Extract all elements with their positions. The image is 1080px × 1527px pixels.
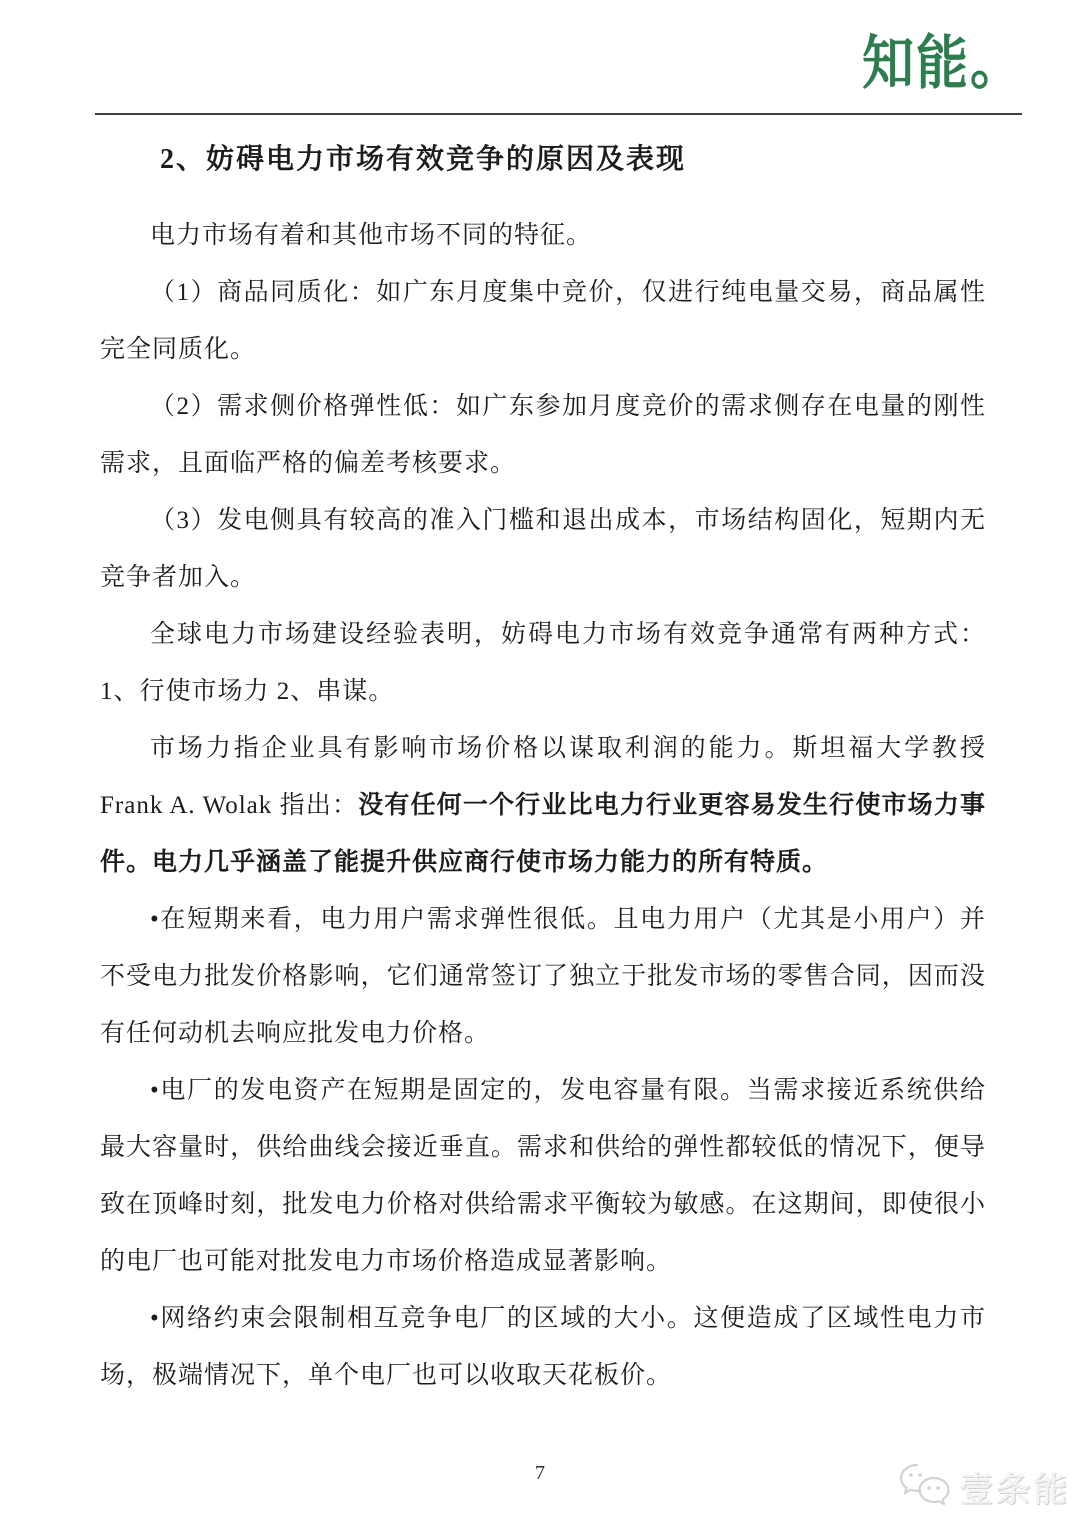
- document-body: [100, 207, 986, 1404]
- paragraph-point-1: （1）商品同质化：如广东月度集中竞价，仅进行纯电量交易，商品属性完全同质化。: [100, 279, 986, 363]
- paragraph-intro: 电力市场有着和其他市场不同的特征。: [150, 222, 593, 249]
- bullet-fixed-capacity: •电厂的发电资产在短期是固定的，发电容量有限。当需求接近系统供给最大容量时，供给曲线会接近垂直。需求和供给的弹性都较低的情况下，便导致在顶峰时刻，批发电力价格对供给需求平衡较为敏感。在这期间，即使很小的电厂也可能对批发电力市场价格造成显著影响。: [100, 1077, 986, 1275]
- brand-logo: 知能。: [861, 30, 1024, 98]
- quote-lead-text: 市场力指企业具有影响市场价格以谋取利润的能力。斯坦福大学教授Frank A. Wolak 指出：: [100, 735, 986, 819]
- bullet-network-constraints: •网络约束会限制相互竞争电厂的区域的大小。这便造成了区域性电力市场，极端情况下，单个电厂也可以收取天花板价。: [100, 1305, 986, 1389]
- paragraph-market-power-quote: [100, 720, 986, 891]
- watermark: [897, 1461, 1070, 1511]
- quote-bold-text: 没有任何一个行业比电力行业更容易发生行使市场力事件。电力几乎涵盖了能提升供应商行使市场力能力的所有特质。: [100, 792, 986, 876]
- paragraph-point-3: （3）发电侧具有较高的准入门槛和退出成本，市场结构固化，短期内无竞争者加入。: [100, 507, 986, 591]
- paragraph-point-2: （2）需求侧价格弹性低：如广东参加月度竞价的需求侧存在电量的刚性需求，且面临严格的偏差考核要求。: [100, 393, 986, 477]
- page-number: 7: [535, 1462, 545, 1484]
- wechat-icon: [897, 1461, 953, 1511]
- section-heading: 2、妨碍电力市场有效竞争的原因及表现: [160, 144, 687, 175]
- header-divider: [95, 113, 1022, 115]
- bullet-demand-elasticity: •在短期来看，电力用户需求弹性很低。且电力用户（尤其是小用户）并不受电力批发价格影响，它们通常签订了独立于批发市场的零售合同，因而没有任何动机去响应批发电力价格。: [100, 906, 986, 1047]
- paragraph-global-experience: 全球电力市场建设经验表明，妨碍电力市场有效竞争通常有两种方式：1、行使市场力 2、串谋。: [100, 621, 986, 705]
- watermark-label: 壹条能: [959, 1469, 1070, 1510]
